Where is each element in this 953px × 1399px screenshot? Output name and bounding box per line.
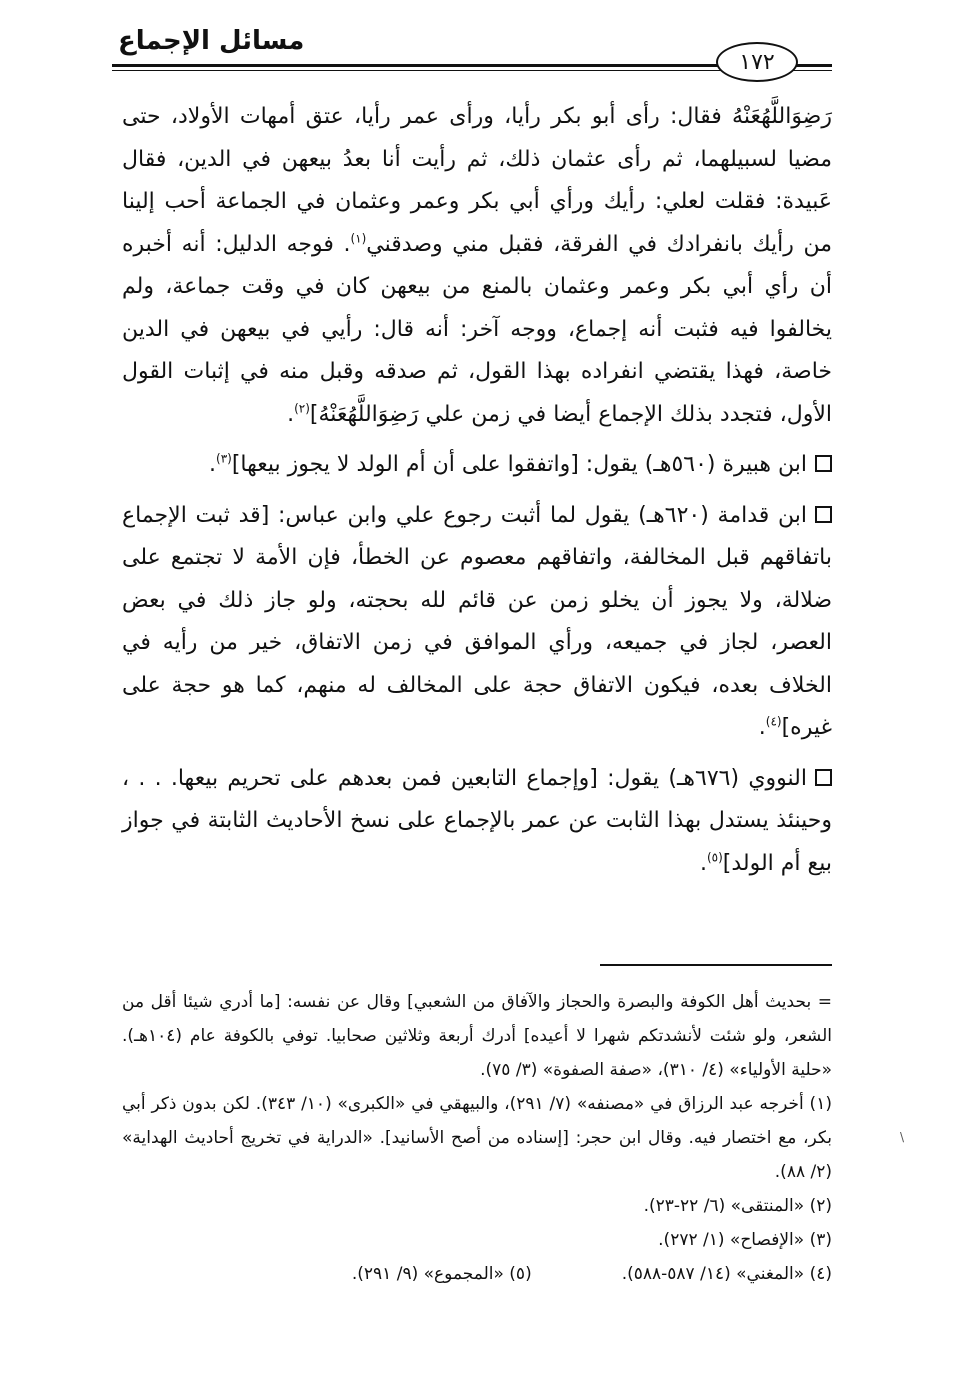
footnote-4: (٤) «المغني» (١٤/ ٥٨٧-٥٨٨). [621, 1264, 832, 1284]
footnote-2: (٢) «المنتقى» (٦/ ٢٢-٢٣). [643, 1196, 832, 1216]
paragraph-ibn-qudama: ابن قدامة (٦٢٠هـ) يقول لما أثبت رجوع علي وابن عباس: [قد ثبت الإجماع باتفاقهم قبل المخالفة، واتفاقهم معصوم عن الخطأ، فإن الأمة لا تجتمع على ضلالة، ولا يجوز أن يخلو زمن عن قائم لله بحجته، ولو جاز ذلك في بعض العصر، لجاز في جميعه، ورأي الموافق في زمن الاتفاق، خير من رأيه في الخلاف بعده، فيكون الاتفاق حجة على المخالف له منهم، كما هو حجة على غيره]$^{(٤)}$. [122, 502, 832, 740]
square-bullet-icon [815, 455, 832, 472]
page-number: ١٧٢ [716, 42, 798, 82]
footnotes [122, 985, 832, 1291]
paragraph-nawawi: النووي (٦٧٦هـ) يقول: [وإجماع التابعين فمن بعدهم على تحريم بيعها. . . ، وحينئذ يستدل بهذا الثابت عن عمر بالإجماع على نسخ الأحاديث الثابتة في جواز بيع أم الولد]$^{(٥)}$. [122, 765, 832, 876]
main-text [122, 96, 832, 885]
footnote-5: (٥) «المجموع» (٩/ ٢٩١). [351, 1264, 532, 1284]
footnote-separator [600, 964, 832, 966]
square-bullet-icon [815, 769, 832, 786]
paragraph-ali-opinion: رَضِوَاللَّهُعَنْهُ فقال: رأى أبو بكر رأيا، ورأى عمر رأيا، عتق أمهات الأولاد، حتى مضيا لسبيلهما، ثم رأى عثمان ذلك، ثم رأيت أنا بعدُ بيعهن في الدين، فقال عَبيدة: فقلت لعلي: رأيك ورأي أبي بكر وعمر وعثمان في الجماعة أحب إلينا من رأيك بانفرادك في الفرقة، فقبل مني وصدقني$^{(١)}$. فوجه الدليل: أنه أخبره أن رأي أبي بكر وعمر وعثمان بالمنع من بيعهن كان في وقت جماعة، ولم يخالفوا فيه فثبت أنه إجماع، ووجه آخر: أنه قال: رأيي في بيعهن في الدين خاصة، فهذا يقتضي انفراده بهذا القول، ثم صدقه وقبل منه في إثبات القول الأول، فتجدد بذلك الإجماع أيضا في زمن علي رَضِوَاللَّهُعَنْهُ]$^{(٢)}$. [122, 104, 833, 427]
footnote-ref: (٣) [216, 451, 232, 466]
footnote-ref: (٥) [706, 850, 723, 865]
footnote-ref: (١) [350, 231, 367, 246]
footnote-ref: (٤) [765, 714, 782, 729]
footnote-3: (٣) «الإفصاح» (١/ ٢٧٢). [658, 1230, 832, 1250]
margin-mark: \ [900, 1130, 905, 1144]
square-bullet-icon [815, 506, 832, 523]
footnote-ref: (٢) [294, 401, 310, 416]
running-header-title: مسائل الإجماع [118, 26, 305, 56]
footnote-1: (١) أخرجه عبد الرزاق في «مصنفه» (٧/ ٢٩١)، والبيهقي في «الكبرى» (١٠/ ٣٤٣). لكن بدون ذكر أبي بكر، مع اختصار فيه. وقال ابن حجر: [إسناده من أصح الأسانيد]. «الدراية في تخريج أحاديث الهداية» (٢/ ٨٨). [122, 1094, 832, 1182]
paragraph-ibn-hubayra: ابن هبيرة (٥٦٠هـ) يقول: [واتفقوا على أن أم الولد لا يجوز بيعها]$^{(٣)}$. [122, 444, 832, 487]
footnote-continuation: = بحديث أهل الكوفة والبصرة والحجاز والآفاق من الشعبي] وقال عن نفسه: [ما أدري شيئا أقل من الشعر، ولو شئت لأنشدتكم شهرا لا أعيده] أدرك أربعة وثلاثين صحابيا. توفي بالكوفة عام (١٠٤هـ). «حلية الأولياء» (٤/ ٣١٠)، «صفة الصفوة» (٣/ ٧٥). [122, 992, 832, 1080]
footnote-row [122, 1257, 832, 1291]
